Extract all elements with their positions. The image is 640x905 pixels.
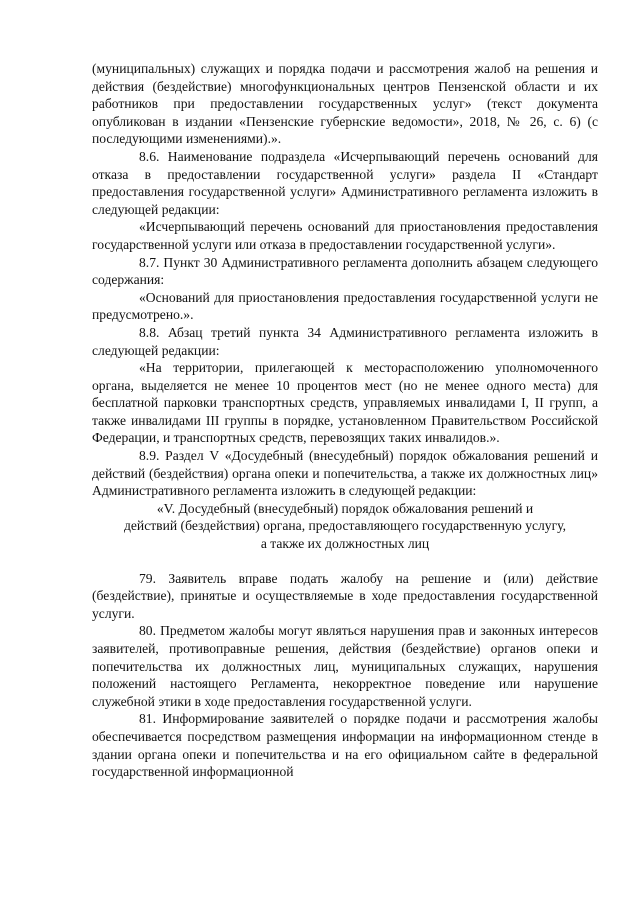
- paragraph-80: 80. Предметом жалобы могут являться нарушения прав и законных интересов заявителей, противоправные решения, действия (бездействие) органов опеки и попечительства их должностных лиц, муниципальных служащих, нарушения положений настоящего Регламента, некорректное поведение или нарушение служебной этики в ходе предоставления государственной услуги.: [92, 623, 598, 709]
- paragraph-81: 81. Информирование заявителей о порядке подачи и рассмотрения жалобы обеспечивается посредством размещения информации на информационном стенде в здании органа опеки и попечительства и на его официальном сайте в федеральной государственной информационной: [92, 711, 598, 780]
- paragraph-79: 79. Заявитель вправе подать жалобу на решение и (или) действие (бездействие), принятые и осуществляемые в ходе предоставления государственной услуги.: [92, 570, 598, 621]
- section-heading-line: действий (бездействия) органа, предоставляющего государственную услугу,: [123, 518, 567, 534]
- paragraph-8-8: 8.8. Абзац третий пункта 34 Административного регламента изложить в следующей редакции:: [92, 324, 598, 358]
- document-page: [92, 60, 598, 781]
- section-heading-line: а также их должностных лиц: [260, 536, 430, 552]
- section-heading: [92, 500, 598, 553]
- spacer: [92, 553, 598, 570]
- paragraph-8-7: 8.7. Пункт 30 Административного регламента дополнить абзацем следующего содержания:: [92, 254, 598, 288]
- paragraph-8-6: 8.6. Наименование подраздела «Исчерпывающий перечень оснований для отказа в предоставлении государственной услуги» раздела II «Стандарт предоставления государственной услуги» Административного регламента изложить в следующей редакции:: [92, 148, 598, 217]
- paragraph-continuation: (муниципальных) служащих и порядка подачи и рассмотрения жалоб на решения и действия (бездействие) многофункциональных центров Пензенской области и их работников при предоставлении государственных услуг» (текст документа опубликован в издании «Пензенские губернские ведомости», 2018, № 26, с. 6) (с последующими изменениями).».: [92, 61, 598, 147]
- paragraph-8-7-quote: «Оснований для приостановления предоставления государственной услуги не предусмотрено.».: [92, 289, 598, 323]
- paragraph-8-6-quote: «Исчерпывающий перечень оснований для приостановления предоставления государственной услуги или отказа в предоставлении государственной услуги».: [92, 219, 598, 252]
- paragraph-8-8-quote: «На территории, прилегающей к месторасположению уполномоченного органа, выделяется не менее 10 процентов мест (но не менее одного места) для бесплатной парковки транспортных средств, управляемых инвалидами I, II групп, а также инвалидами III группы в порядке, установленном Правительством Российской Федерации, и транспортных средств, перевозящих таких инвалидов.».: [92, 360, 598, 446]
- paragraph-8-9: 8.9. Раздел V «Досудебный (внесудебный) порядок обжалования решений и действий (бездействия) органа опеки и попечительства, а также их должностных лиц» Административного регламента изложить в следующей редакции:: [92, 448, 598, 499]
- section-heading-line: «V. Досудебный (внесудебный) порядок обжалования решений и: [156, 500, 534, 516]
